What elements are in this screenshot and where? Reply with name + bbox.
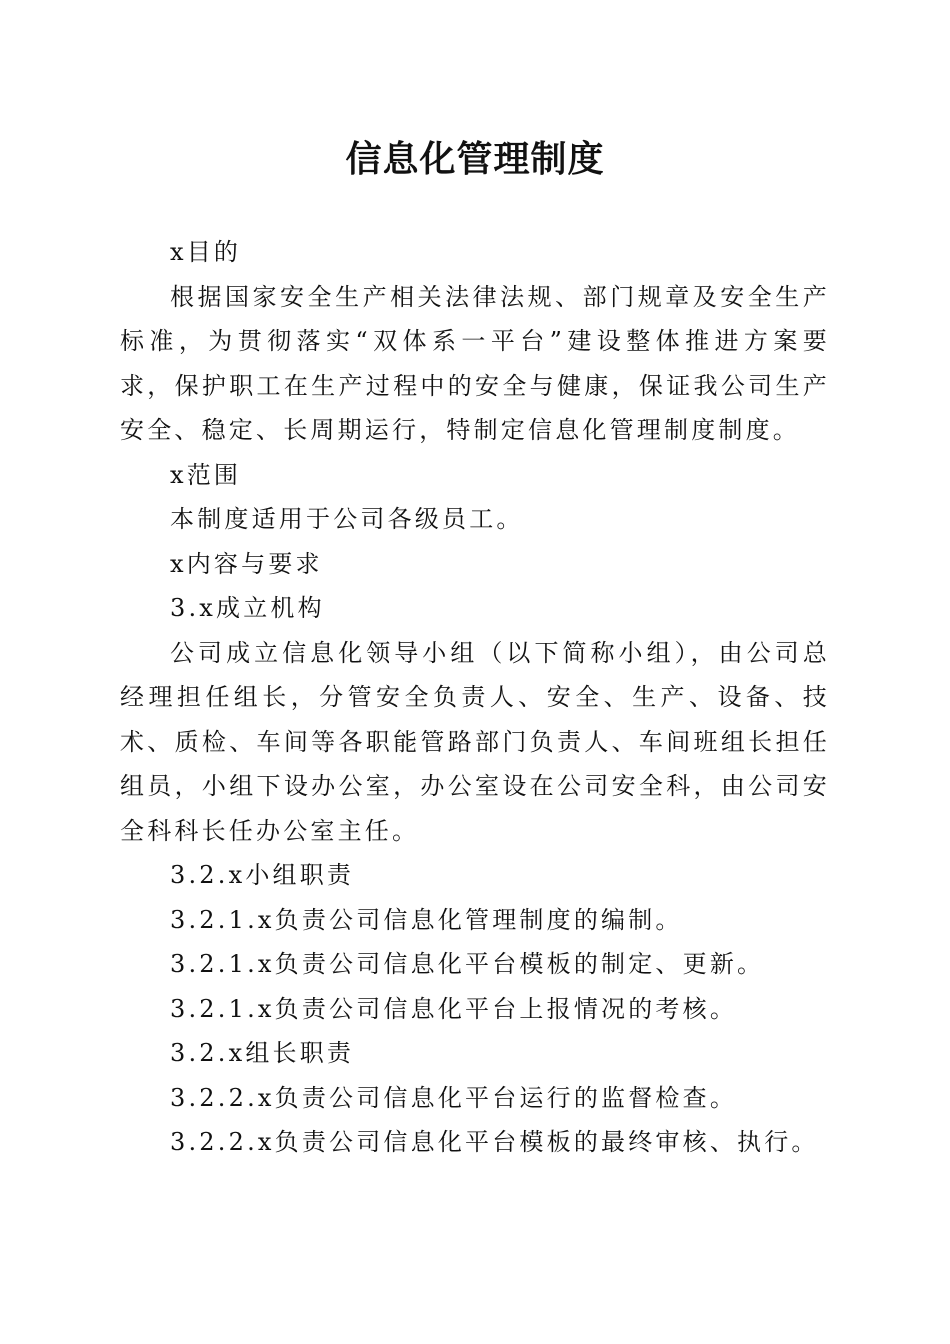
heading-content-requirements: x内容与要求: [170, 549, 323, 578]
list-item-group-duty-2: 3.2.1.x负责公司信息化平台模板的制定、更新。: [170, 950, 765, 978]
list-item-leader-duty-2: 3.2.2.x负责公司信息化平台模板的最终审核、执行。: [170, 1128, 819, 1156]
document-title: 信息化管理制度: [345, 138, 605, 180]
heading-establish-organization: 3.x成立机构: [170, 594, 325, 622]
list-item-group-duty-3: 3.2.1.x负责公司信息化平台上报情况的考核。: [170, 994, 738, 1023]
heading-leader-duties: 3.2.x组长职责: [170, 1039, 355, 1067]
document-body: [120, 230, 830, 1165]
list-item-leader-duty-1: 3.2.2.x负责公司信息化平台运行的监督检查。: [170, 1083, 738, 1112]
paragraph-scope: 本制度适用于公司各级员工。: [170, 505, 524, 533]
list-item-group-duty-1: 3.2.1.x负责公司信息化管理制度的编制。: [170, 905, 683, 934]
paragraph-organization: 公司成立信息化领导小组（以下简称小组），由公司总经理担任组长，分管安全负责人、安全、生产、设备、技术、质检、车间等各职能管路部门负责人、车间班组长担任组员，小组下设办公室，办公室设在公司安全科，由公司安全科科长任办公室主任。: [120, 638, 830, 845]
heading-group-duties: 3.2.x小组职责: [170, 861, 355, 889]
heading-scope: x范围: [170, 460, 242, 489]
heading-purpose: x目的: [170, 238, 242, 266]
paragraph-purpose: 根据国家安全生产相关法律法规、部门规章及安全生产标准，为贯彻落实“双体系一平台”建设整体推进方案要求，保护职工在生产过程中的安全与健康，保证我公司生产安全、稳定、长周期运行，特制定信息化管理制度制度。: [120, 282, 830, 444]
